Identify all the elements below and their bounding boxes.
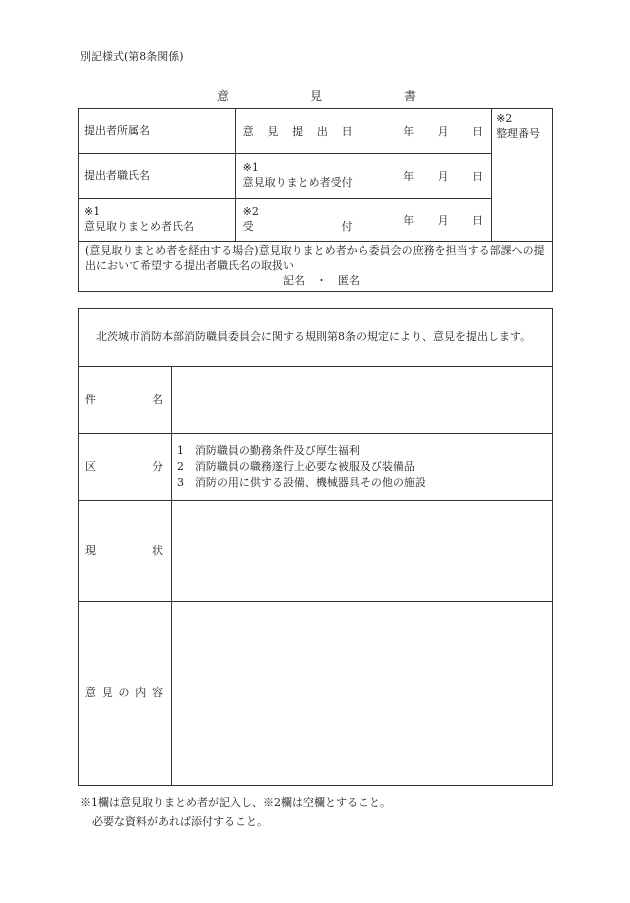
- title-char-3: 書: [404, 89, 417, 103]
- receipt-date-cell[interactable]: [235, 154, 491, 199]
- name-handling-options: 記名 ・ 匿名: [283, 273, 360, 287]
- submitter-department-label: 提出者所属名: [79, 109, 236, 154]
- form-header: 別記様式(第8条関係): [80, 50, 184, 63]
- opinion-table: [78, 308, 553, 786]
- compiler-name-label: 意見取りまとめ者氏名: [84, 220, 194, 233]
- name-handling-text: (意見取りまとめ者を経由する場合)意見取りまとめ者から委員会の庶務を担当する部課への提出において希望する提出者職氏名の取扱い: [85, 244, 545, 272]
- submission-info-table: [78, 108, 553, 292]
- receipt-date-units: 年 月 日: [403, 170, 484, 183]
- footer-note-2: 必要な資料があれば添付すること。: [92, 815, 268, 828]
- kubun-item-3: 3 消防の用に供する設備、機械器具その他の施設: [176, 475, 426, 489]
- seiri-number-cell[interactable]: [492, 109, 553, 242]
- compiler-name-cell[interactable]: [79, 199, 236, 242]
- seiri-note: ※2: [496, 112, 513, 125]
- statement-cell: 北茨城市消防本部消防職員委員会に関する規則第8条の規定により、意見を提出します。: [79, 309, 553, 367]
- submission-date-units: 年 月 日: [403, 125, 484, 138]
- kubun-label-cell: 区 分: [79, 434, 172, 501]
- acceptance-date-units: 年 月 日: [403, 214, 484, 227]
- submitter-name-label: 提出者職氏名: [79, 154, 236, 199]
- receipt-label: ※1 意見取りまとめ者受付: [242, 161, 353, 189]
- genjo-field[interactable]: [171, 501, 552, 602]
- name-handling-cell[interactable]: [79, 242, 553, 292]
- title-char-1: 意: [217, 89, 230, 103]
- kubun-item-1: 1 消防職員の勤務条件及び厚生福利: [176, 444, 360, 458]
- footer-note-1: ※1欄は意見取りまとめ者が記入し、※2欄は空欄とすること。: [80, 796, 391, 809]
- acceptance-label: ※2 受 付: [242, 205, 353, 233]
- opinion-content-label-cell: 意 見 の 内 容: [79, 602, 172, 786]
- acceptance-date-cell[interactable]: [235, 199, 491, 242]
- opinion-content-field[interactable]: [171, 602, 552, 786]
- compiler-note: ※1: [84, 205, 101, 219]
- submission-date-label: 意 見 提 出 日: [242, 125, 353, 138]
- kubun-item-2: 2 消防職員の職務遂行上必要な被服及び装備品: [176, 460, 415, 474]
- genjo-label-cell: 現 状: [79, 501, 172, 602]
- kenmei-label-cell: 件 名: [79, 367, 172, 434]
- submission-date-cell[interactable]: [235, 109, 491, 154]
- document-title: [0, 87, 630, 103]
- title-char-2: 見: [310, 89, 323, 103]
- seiri-label: 整理番号: [496, 126, 541, 140]
- kenmei-field[interactable]: [171, 367, 552, 434]
- kubun-field[interactable]: [171, 434, 552, 501]
